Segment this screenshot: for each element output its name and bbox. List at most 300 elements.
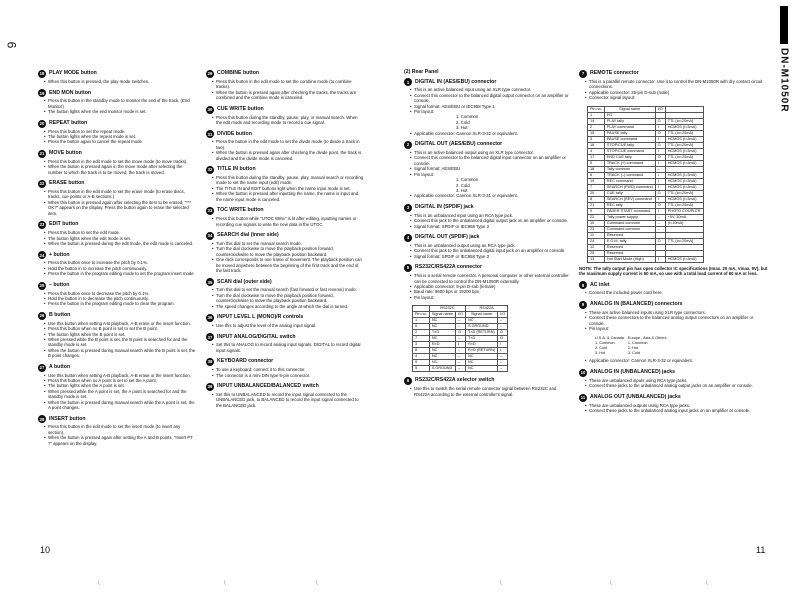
table-cell: NC xyxy=(429,354,455,360)
bullet-list xyxy=(410,386,569,397)
table-cell: HCMOS (I=3mA) xyxy=(665,184,703,190)
table-cell: O xyxy=(655,130,665,136)
section-heading xyxy=(579,281,769,289)
section-number-badge: 37 xyxy=(207,334,213,340)
table-cell: TTL (Io=20mA) xyxy=(665,190,703,196)
table-cell: Signal name xyxy=(429,312,455,318)
bullet-item: • This is a parallel remote connector. Use it to control the DN-M1050R with dry contact circuit connections. xyxy=(585,79,769,90)
table-cell: – xyxy=(455,348,465,354)
section-title: COMBINE button xyxy=(217,70,260,77)
bullet-item: • The TITLE IN and EDIT buttons light when the name input mode is set. xyxy=(212,186,364,191)
bullet-item: • This is an active balanced input using an XLR type connector. xyxy=(410,87,569,92)
footer-mark: \ xyxy=(610,581,612,587)
section-heading xyxy=(206,166,364,174)
section-title: SEARCH dial (inner side) xyxy=(217,232,279,239)
bullet-list xyxy=(44,79,196,84)
section-title: – button xyxy=(49,281,70,288)
table-cell: HCMOS (I=3mA) xyxy=(665,178,703,184)
table-cell: I/O xyxy=(498,312,508,318)
table-row xyxy=(588,256,704,262)
table-cell: HCMOS (I=3mA) xyxy=(665,172,703,178)
section-title: ANALOG OUT (UNBALANCED) jacks xyxy=(590,393,681,400)
pin-region-europe: Europe , Asia & Others xyxy=(627,336,667,341)
bullet-list xyxy=(44,373,196,411)
table-cell: FADER START command xyxy=(604,208,655,214)
table-cell: I xyxy=(655,136,665,142)
bullet-list xyxy=(212,323,364,328)
bullet-list xyxy=(410,87,569,114)
table-cell: 5 xyxy=(413,366,430,372)
table-cell: Reserved xyxy=(604,232,655,238)
bullet-item: • Connect these connectors to the balanced analog output connectors on an amplifier or console. xyxy=(585,315,769,326)
section-number-badge: 29 xyxy=(207,71,213,77)
section-number-badge: 36 xyxy=(207,315,213,321)
section xyxy=(579,301,769,332)
bullet-item: • Connect this connector to the balanced digital output connector on an amplifier or console. xyxy=(410,93,569,104)
table-cell: – xyxy=(455,324,465,330)
section-title: REMOTE connector xyxy=(590,70,639,77)
bullet-list xyxy=(212,367,364,378)
table-cell: HCMOS (I=3mA) xyxy=(665,196,703,202)
bullet-item: • The button lights when the end monitor mode is set. xyxy=(44,109,196,114)
table-cell: (I=10mA) xyxy=(665,220,703,226)
table-cell: Signal name xyxy=(604,106,655,112)
bullet-item: • Press this button once to increase the pitch by 0.1%. xyxy=(44,260,196,265)
section-number-badge: 2 xyxy=(404,141,412,149)
pin-item: 2. Cold xyxy=(456,182,470,188)
column-front-panel-left xyxy=(38,70,196,451)
table-cell: TTL (Io=20mA) xyxy=(665,118,703,124)
section-number-badge: 10 xyxy=(580,370,586,376)
table-cell: NC xyxy=(429,318,455,324)
section-number-badge: 35 xyxy=(207,279,213,285)
table-cell: O xyxy=(655,118,665,124)
bullet-item: • Connect this jack to the unbalanced digital output jack on an amplifier or console. xyxy=(410,218,569,223)
section xyxy=(38,312,196,359)
section-number-badge: 5 xyxy=(404,264,412,272)
table-cell: 3. Hot xyxy=(595,351,606,356)
table-cell: 18 xyxy=(588,166,605,172)
table-cell: R×D xyxy=(429,342,455,348)
section-number-badge: 33 xyxy=(207,208,213,214)
table-cell: I xyxy=(655,160,665,166)
bullet-item: • The connector is a mini DIN type 6-pin connector. xyxy=(212,373,364,378)
section-heading xyxy=(404,204,569,212)
table-cell: HCMOS (I=3mA) xyxy=(665,160,703,166)
table-cell: 15 xyxy=(588,130,605,136)
table-cell: PAUSE command xyxy=(604,136,655,142)
bullet-item: • Press this button in the edit mode to set the combine mode (to combine tracks). xyxy=(212,79,364,90)
section-heading xyxy=(206,70,364,78)
bullet-item: • Use this to switch the serial remote connector signal between RS232C and RS422A according to the external controller's signal. xyxy=(410,386,569,397)
table-cell: 12 xyxy=(588,244,605,250)
table-cell: – xyxy=(455,360,465,366)
table-cell: T×D xyxy=(466,336,498,342)
table-cell: – xyxy=(655,214,665,220)
table-cell: 16 xyxy=(588,142,605,148)
table-cell: O xyxy=(655,238,665,244)
page-number-top: 6 xyxy=(4,41,19,49)
table-cell: HCMOS (I=3mA) xyxy=(665,124,703,130)
table-cell: Tally power supply xyxy=(604,214,655,220)
bullet-list xyxy=(585,79,769,101)
table-cell: – xyxy=(455,336,465,342)
table-cell: I xyxy=(498,342,508,348)
section xyxy=(38,150,196,175)
section-heading xyxy=(404,377,569,385)
table-cell: 23 xyxy=(588,226,605,232)
bullet-item: • Turn the dial clockwise to move the playback position forward, counterclockwise to move the playback position backward. xyxy=(212,246,364,257)
bullet-list xyxy=(410,193,569,198)
section-heading xyxy=(38,251,196,259)
section-number-badge: 20 xyxy=(39,120,45,126)
bullet-item: • Press this button to set the edit mode. xyxy=(44,230,196,235)
table-cell: 8 xyxy=(588,196,605,202)
bullet-item: • Applicable connector: 25-pin D-sub (male) xyxy=(585,90,769,95)
section-number-badge: 7 xyxy=(579,70,587,78)
table-cell: 13 xyxy=(588,256,605,262)
table-cell: O xyxy=(498,330,508,336)
section-title: A button xyxy=(49,363,71,370)
table-cell: I xyxy=(655,196,665,202)
section-title: INPUT UNBALANCED/BALANCED switch xyxy=(217,383,319,390)
section-heading xyxy=(38,312,196,320)
table-cell: STOP/CUE command xyxy=(604,148,655,154)
table-cell: NC xyxy=(466,318,498,324)
table-cell: NC xyxy=(429,324,455,330)
bullet-item: • This is an unbalanced output using an RCA type jack. xyxy=(410,243,569,248)
section xyxy=(38,221,196,246)
bullet-item: • When the button is pressed during manual search while the A point is set, the A point changes. xyxy=(44,400,196,411)
table-cell: I xyxy=(655,184,665,190)
bullet-list xyxy=(44,129,196,145)
section-number-badge: 30 xyxy=(207,106,213,112)
bullet-item: • Connect this jack to the unbalanced digital input jack on an amplifier or console. xyxy=(410,248,569,253)
bullet-item: • Press this button during the standby, pause, play, manual search or recording mode to set the name input (edit) mode. xyxy=(212,175,364,186)
table-cell: NC xyxy=(466,366,498,372)
section xyxy=(404,377,569,397)
bullet-list xyxy=(212,139,364,161)
analog-pin-layout xyxy=(593,336,669,356)
table-cell: TTL (Io=20mA) xyxy=(665,238,703,244)
bullet-list xyxy=(585,290,769,295)
table-cell: NC xyxy=(466,360,498,366)
bullet-item: • Connect these jacks to the unbalanced analog input jacks on an amplifier or console. xyxy=(585,408,769,413)
table-cell: Hot Start Mode (High) xyxy=(604,256,655,262)
section-heading xyxy=(206,358,364,366)
section xyxy=(206,383,364,408)
section xyxy=(206,278,364,309)
section-title: INPUT ANALOG/DIGITAL switch xyxy=(217,333,296,340)
table-cell: 5 xyxy=(588,160,605,166)
footer-mark: \ xyxy=(98,581,100,587)
table-cell: NC xyxy=(429,336,455,342)
table-cell: – xyxy=(455,366,465,372)
table-cell: SEARCH (FWD) command xyxy=(604,184,655,190)
bullet-item: • Use this button when setting A-B playback, A-B erase or the insert function. xyxy=(44,373,196,378)
table-cell: NC xyxy=(429,348,455,354)
table-cell: 3 xyxy=(413,342,430,348)
table-cell: – xyxy=(655,226,665,232)
section-number-badge: 22 xyxy=(39,181,45,187)
section-title: KEYBOARD connector xyxy=(217,358,274,365)
table-cell: Pin no. xyxy=(588,106,605,112)
bullet-item: • When the button is pressed again after checking the divide point, the track is divided and the divide mode is canceled. xyxy=(212,150,364,161)
section-heading xyxy=(38,120,196,128)
section-heading xyxy=(206,232,364,240)
table-cell: O xyxy=(455,330,465,336)
bullet-list xyxy=(44,260,196,276)
bullet-item: • Use this to adjust the level of the analog input signal. xyxy=(212,323,364,328)
section-title: ERASE button xyxy=(49,180,85,187)
section-heading xyxy=(404,264,569,272)
section-heading xyxy=(206,278,364,286)
section xyxy=(404,264,569,300)
bullet-list xyxy=(44,98,196,114)
bullet-item: • Set this to UNBALANCED to record the input signal connected to the UNBALANCED jack, to BALANCED to record the input signal connected to the BALANCED jack. xyxy=(212,392,364,408)
section-title: EDIT button xyxy=(49,221,79,228)
section-number-badge: 26 xyxy=(39,313,45,319)
section xyxy=(404,141,569,199)
bullet-list xyxy=(212,287,364,309)
section xyxy=(206,106,364,126)
section-title: END MON button xyxy=(49,89,92,96)
bullet-list xyxy=(585,310,769,332)
table-cell: I xyxy=(455,342,465,348)
section-title: ANALOG IN (BALANCED) connectors xyxy=(590,301,683,308)
bullet-item: • The button lights when the B point is set. xyxy=(44,332,196,337)
table-cell: I xyxy=(655,124,665,130)
section-title: DIGITAL OUT (AES/EBU) connector xyxy=(415,141,503,148)
section-title: TOC WRITE button xyxy=(217,207,264,214)
section-heading xyxy=(38,364,196,372)
section-heading xyxy=(404,78,569,86)
section-heading xyxy=(404,141,569,149)
table-cell: PHOTO COUPLER xyxy=(665,208,703,214)
table-cell: 7 xyxy=(588,184,605,190)
bullet-item: • Applicable connector: Cannon XLR-3-32 or equivalent. xyxy=(585,358,769,363)
section-title: RS232C/RS422A connector xyxy=(415,264,482,271)
section-heading xyxy=(579,369,769,377)
rs232c-group-header: RS232C xyxy=(429,306,465,312)
footer-mark: \ xyxy=(316,581,318,587)
table-cell: TTL (Io=20mA) xyxy=(665,202,703,208)
section-heading xyxy=(38,70,196,78)
section-title: DIGITAL OUT (SPDIF) jack xyxy=(415,234,480,241)
bullet-list xyxy=(212,115,364,126)
table-cell: SEARCH (REV) command xyxy=(604,196,655,202)
table-cell: TRACK (+) command xyxy=(604,160,655,166)
section-heading xyxy=(38,180,196,188)
table-cell: – xyxy=(498,354,508,360)
bullet-item: • When this button is pressed again after selecting the item to be erased, "*** OK?" appears on the display. Press the button again to erase the selected item. xyxy=(44,200,196,216)
section-number-badge: 1 xyxy=(404,78,412,86)
section xyxy=(579,281,769,295)
section-heading xyxy=(206,314,364,322)
section-heading xyxy=(404,234,569,242)
table-cell: 2 xyxy=(588,124,605,130)
table-cell: 10 xyxy=(588,220,605,226)
column-rear-panel-left xyxy=(404,70,569,402)
column-rear-panel-right xyxy=(579,70,769,419)
table-cell: 9 xyxy=(588,208,605,214)
table-cell: I xyxy=(498,348,508,354)
table-cell: O xyxy=(655,154,665,160)
bullet-item: • When the button is pressed after inputting the name, the name is input and the name input mode is canceled. xyxy=(212,191,364,202)
section-title: INSERT button xyxy=(49,415,86,422)
section xyxy=(206,166,364,202)
section xyxy=(206,358,364,378)
section xyxy=(579,70,769,101)
table-cell: 2. Cold xyxy=(595,346,608,351)
bullet-item: • When this button is pressed, the play mode switches. xyxy=(44,79,196,84)
table-cell: – xyxy=(498,318,508,324)
bullet-list xyxy=(410,273,569,300)
section-number-badge: 25 xyxy=(39,282,45,288)
model-name: DN-M1050R xyxy=(778,48,790,113)
section-heading xyxy=(579,70,769,78)
table-cell: Tally common xyxy=(604,166,655,172)
section-number-badge: 21 xyxy=(39,151,45,157)
section-title: B button xyxy=(49,312,71,319)
table-cell: +5V, 30mA xyxy=(665,214,703,220)
side-title-bar xyxy=(780,6,788,44)
bullet-item: • The speed changes according to the angle at which the dial is turned. xyxy=(212,304,364,309)
rs422a-group-header: RS422A xyxy=(466,306,508,312)
table-cell: T×D xyxy=(429,330,455,336)
table-cell: I xyxy=(655,178,665,184)
table-cell: Command common xyxy=(604,226,655,232)
bullet-item: • Signal format: SPDIF or IEC958 Type 3 xyxy=(410,224,569,229)
table-cell: – xyxy=(655,166,665,172)
bullet-item: • The button lights when the A point is set. xyxy=(44,383,196,388)
bullet-item: • This is a serial remote connector. A personal computer or other external controller can be connected to control the DN-M1050R externally. xyxy=(410,273,569,284)
section-number-badge: 32 xyxy=(207,167,213,173)
bullet-list xyxy=(410,243,569,259)
bullet-item: • When the button is pressed during manual search while the B point is set, the B point changes. xyxy=(44,348,196,359)
section-number-badge: 23 xyxy=(39,222,45,228)
bullet-item: • The button lights when the repeat mode is set. xyxy=(44,134,196,139)
table-cell: NC xyxy=(429,360,455,366)
bullet-item: • Pin layout: xyxy=(410,295,569,300)
section-number-badge: 3 xyxy=(404,204,412,212)
table-cell: TTL (Io=20mA) xyxy=(665,154,703,160)
table-cell: I xyxy=(655,256,665,262)
table-cell: Command common xyxy=(604,220,655,226)
table-cell: 1 xyxy=(413,318,430,324)
section-title: CUE WRITE button xyxy=(217,105,264,112)
section-heading xyxy=(206,130,364,138)
bullet-item: • Applicable connector: Cannon XLR-3-31 or equivalent. xyxy=(410,193,569,198)
table-cell: 9 xyxy=(413,360,430,366)
footer-mark: \ xyxy=(224,581,226,587)
bullet-item: • Pin layout: xyxy=(585,326,769,331)
section xyxy=(404,78,569,136)
bullet-item: • Press this button once to decrease the pitch by 0.1%. xyxy=(44,291,196,296)
bullet-item: • Turn this dial to set the manual search mode. xyxy=(212,241,364,246)
section-heading xyxy=(579,394,769,402)
bullet-item: • When pressed while the B point is set, the B point is searched for and the standby mode is set. xyxy=(44,337,196,348)
bullet-item: • These are unbalanced outputs using RCA type jacks. xyxy=(585,403,769,408)
bullet-item: • When the button is pressed again after setting the A and B points, "Insert PT ?" appears on the display. xyxy=(44,435,196,446)
bullet-list xyxy=(212,342,364,353)
bullet-item: • Signal format: AES/EBU or IEC958 Type 1 xyxy=(410,104,569,109)
bullet-list xyxy=(212,216,364,227)
section xyxy=(206,130,364,161)
section-heading xyxy=(579,301,769,309)
bullet-list xyxy=(410,213,569,229)
bullet-list xyxy=(44,230,196,246)
section-number-badge: 28 xyxy=(39,416,45,422)
bullet-list xyxy=(212,175,364,202)
section xyxy=(38,251,196,276)
section xyxy=(38,70,196,84)
bullet-list xyxy=(44,291,196,307)
bullet-list xyxy=(585,403,769,414)
pin-item: 2. Cold xyxy=(456,119,470,125)
section-title: MOVE button xyxy=(49,150,82,157)
section-number-badge: 31 xyxy=(207,131,213,137)
table-cell: HCMOS (I=3mA) xyxy=(665,256,703,262)
table-cell: O xyxy=(498,336,508,342)
table-cell: CUE tally xyxy=(604,190,655,196)
table-cell: 19 xyxy=(588,178,605,184)
bullet-item: • One click corresponds to one frame of movement. The playback position can be moved anywhere between the beginning of the first track and the end of the last track. xyxy=(212,257,364,273)
bullet-item: • Press the button in the program editing mode to clear the program. xyxy=(44,301,196,306)
table-cell: STOP/CUE tally xyxy=(604,142,655,148)
bullet-item: • Turn this dial to set the manual search (fast forward or fast reverse) mode. xyxy=(212,287,364,292)
table-cell: T×D (RETURN) xyxy=(466,330,498,336)
section xyxy=(38,415,196,446)
bullet-item: • Turn the dial clockwise to move the playback position forward, counterclockwise to move the playback position backward. xyxy=(212,293,364,304)
table-cell: 14 xyxy=(588,118,605,124)
bullet-item: • Press this button while "UTOC Write" is lit after editing, inputting names or recording cue signals to write the new data in the UTOC. xyxy=(212,216,364,227)
section-number-badge: 27 xyxy=(39,364,45,370)
bullet-item: • Press this button in the edit mode to set the insert mode (to insert any section). xyxy=(44,424,196,435)
table-cell: E.O.M. tally xyxy=(604,238,655,244)
rs232-pin-table xyxy=(412,305,508,372)
section xyxy=(38,120,196,145)
bullet-item: • Connect the included power cord here. xyxy=(585,290,769,295)
bullet-item: • Set this to ANALOG to record analog input signals, DIGITAL to record digital input signals. xyxy=(212,342,364,353)
section-heading xyxy=(38,221,196,229)
remote-note: NOTE: The tally output pin has open collector IC specifications (Imax. 20 mA, Vmax. 5V), but the maximum supply current is 60 mA, so use with a total load current of 60 mA or less. xyxy=(579,265,768,277)
section-number-badge: 38 xyxy=(207,359,213,365)
table-cell: PLAY tally xyxy=(604,118,655,124)
table-cell: – xyxy=(455,318,465,324)
bullet-item: • Applicable connector: Cannon XLR-3-32 or equivalent. xyxy=(410,131,569,136)
bullet-list xyxy=(410,131,569,136)
column-front-panel-right xyxy=(206,70,364,413)
bullet-item: • Press this button in the standby mode to monitor the end of the track. (End Monitor) xyxy=(44,98,196,109)
section-title: RS232C/RS422A selector switch xyxy=(415,377,495,384)
table-cell: 4 xyxy=(413,354,430,360)
bullet-list xyxy=(212,79,364,101)
section xyxy=(206,207,364,227)
page-number-right: 11 xyxy=(756,545,766,555)
section xyxy=(38,180,196,216)
section xyxy=(404,204,569,229)
bullet-list xyxy=(44,321,196,359)
bullet-list xyxy=(212,392,364,408)
table-cell: 3 xyxy=(588,136,605,142)
table-cell: 2. Hot xyxy=(627,346,639,351)
pin-list xyxy=(416,177,569,193)
section-number-badge: 11 xyxy=(580,394,586,400)
section-title: INPUT LEVEL L (MONO)/R controls xyxy=(217,314,304,321)
bullet-list xyxy=(212,241,364,273)
bullet-item: • When pressed while the A point is set, the A point is searched for and the standby mode is set. xyxy=(44,389,196,400)
